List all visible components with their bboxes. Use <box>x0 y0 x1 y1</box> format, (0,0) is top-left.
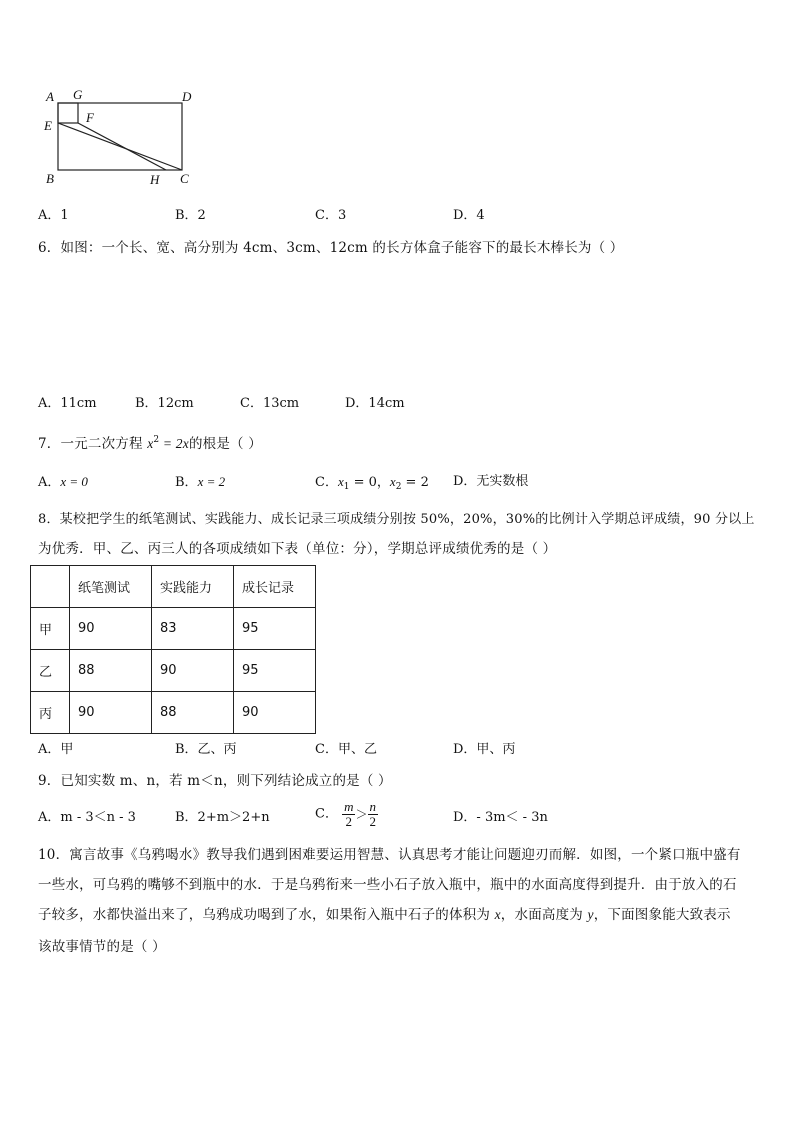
table-header-cell: 实践能力 <box>152 566 234 608</box>
q5-option-c: C．3 <box>315 208 347 223</box>
q10-line3-part-a: 子较多，水都快溢出来了，乌鸦成功喝到了水，如果衔入瓶中石子的体积为 <box>38 907 495 923</box>
q7-stem-prefix: 7．一元二次方程 <box>38 436 148 452</box>
q6-option-a: A．11cm <box>38 396 97 411</box>
q9-stem: 9．已知实数 m、n，若 m＜n，则下列结论成立的是（ ） <box>38 773 392 789</box>
q8-stem-line1: 8．某校把学生的纸笔测试、实践能力、成长记录三项成绩分别按 50%，20%，30%的比例计入学期总评成绩，90 分以上 <box>38 512 755 527</box>
segment-ec <box>58 123 182 170</box>
q9-fraction-n-over-2 <box>368 800 379 829</box>
table-header-cell: 纸笔测试 <box>70 566 152 608</box>
q7-option-a-label: A． <box>38 475 61 490</box>
fraction-numerator: n <box>369 799 376 814</box>
q7-c-sub2: 2 <box>395 482 402 492</box>
label-c: C <box>180 171 189 186</box>
q9-option-b: B．2+m＞2+n <box>175 810 270 825</box>
q7-stem-suffix: 的根是（ ） <box>188 436 262 452</box>
table-cell: 90 <box>70 608 152 650</box>
q7-eq-rhs: = 2x <box>159 436 189 451</box>
q9-option-a: A．m - 3＜n - 3 <box>38 810 136 825</box>
table-cell: 甲 <box>31 608 70 650</box>
label-a: A <box>46 89 54 104</box>
q6-option-c: C．13cm <box>240 396 300 411</box>
segment-fh <box>78 123 166 170</box>
q9-option-c-label: C． <box>315 806 338 822</box>
q9-fraction-m-over-2 <box>342 800 355 829</box>
table-cell: 88 <box>152 692 234 734</box>
q9-option-c <box>315 800 378 836</box>
q10-line3-part-c: ，下面图象能大致表示 <box>593 907 731 923</box>
label-e: E <box>44 118 52 133</box>
q8-option-b: B．乙、丙 <box>175 742 237 757</box>
table-header-row <box>31 566 316 608</box>
label-f: F <box>86 110 94 125</box>
q7-option-d: D．无实数根 <box>453 474 529 489</box>
scores-table <box>30 565 316 734</box>
q7-c-x2: x <box>389 474 396 489</box>
q5-option-d: D．4 <box>453 208 485 223</box>
q7-option-b-label: B． <box>175 475 198 490</box>
q10-line2: 一些水，可乌鸦的嘴够不到瓶中的水．于是乌鸦衔来一些小石子放入瓶中，瓶中的水面高度得到提升．由于放入的石 <box>38 877 737 893</box>
square-aefg <box>58 103 78 123</box>
q7-c-x1: x <box>337 474 344 489</box>
table-cell: 88 <box>70 650 152 692</box>
q7-option-a-value: x = 0 <box>60 474 88 489</box>
table-cell: 83 <box>152 608 234 650</box>
q5-option-b: B．2 <box>175 208 206 223</box>
table-row <box>31 608 316 650</box>
q7-eq-exp: 2 <box>153 435 160 445</box>
q7-stem <box>38 432 262 452</box>
rectangle-abcd <box>58 103 182 170</box>
table-row <box>31 692 316 734</box>
q7-option-b-value: x = 2 <box>197 474 226 489</box>
q10-line1: 10．寓言故事《乌鸦喝水》教导我们遇到困难要运用智慧、认真思考才能让问题迎刃而解．如图，一个紧口瓶中盛有 <box>38 847 741 863</box>
q7-c-v1: = 0， <box>349 475 390 490</box>
table-cell: 90 <box>234 692 316 734</box>
q7-eq-x: x <box>147 436 154 451</box>
q10-var-y: y <box>587 907 594 922</box>
table-cell: 乙 <box>31 650 70 692</box>
q7-c-v2: = 2 <box>401 475 429 490</box>
q8-option-a: A．甲 <box>38 742 74 757</box>
q10-line3 <box>38 907 731 923</box>
q10-line3-part-b: ，水面高度为 <box>500 907 588 923</box>
q5-option-a: A．1 <box>38 208 69 223</box>
q9-option-c-op: ＞ <box>355 807 368 822</box>
q7-option-b <box>175 474 225 491</box>
q7-option-c-label: C． <box>315 475 338 490</box>
fraction-denominator: 2 <box>369 814 376 829</box>
label-b: B <box>46 171 54 186</box>
q5-geometry-figure <box>40 85 210 190</box>
q10-var-x: x <box>494 907 501 922</box>
q8-option-d: D．甲、丙 <box>453 742 516 757</box>
table-row <box>31 650 316 692</box>
label-h: H <box>150 172 160 187</box>
table-cell: 95 <box>234 608 316 650</box>
q6-option-d: D．14cm <box>345 396 405 411</box>
fraction-numerator: m <box>344 799 354 814</box>
table-header-cell: 成长记录 <box>234 566 316 608</box>
q7-option-c <box>315 474 429 495</box>
q8-stem-line2: 为优秀．甲、乙、丙三人的各项成绩如下表（单位：分），学期总评成绩优秀的是（ ） <box>38 541 557 557</box>
label-d: D <box>182 89 192 104</box>
q6-option-b: B．12cm <box>135 396 194 411</box>
table-cell: 丙 <box>31 692 70 734</box>
label-g: G <box>73 87 83 102</box>
table-header-cell <box>31 566 70 608</box>
q6-stem: 6．如图：一个长、宽、高分别为 4cm、3cm、12cm 的长方体盒子能容下的最长木棒长为（ ） <box>38 240 624 256</box>
fraction-denominator: 2 <box>345 814 353 829</box>
table-cell: 90 <box>152 650 234 692</box>
q7-option-a <box>38 474 88 491</box>
q9-option-d: D．- 3m＜ - 3n <box>453 810 548 825</box>
q7-c-sub1: 1 <box>343 482 350 492</box>
q10-line4: 该故事情节的是（ ） <box>38 939 166 955</box>
q8-option-c: C．甲、乙 <box>315 742 377 757</box>
table-cell: 90 <box>70 692 152 734</box>
table-cell: 95 <box>234 650 316 692</box>
